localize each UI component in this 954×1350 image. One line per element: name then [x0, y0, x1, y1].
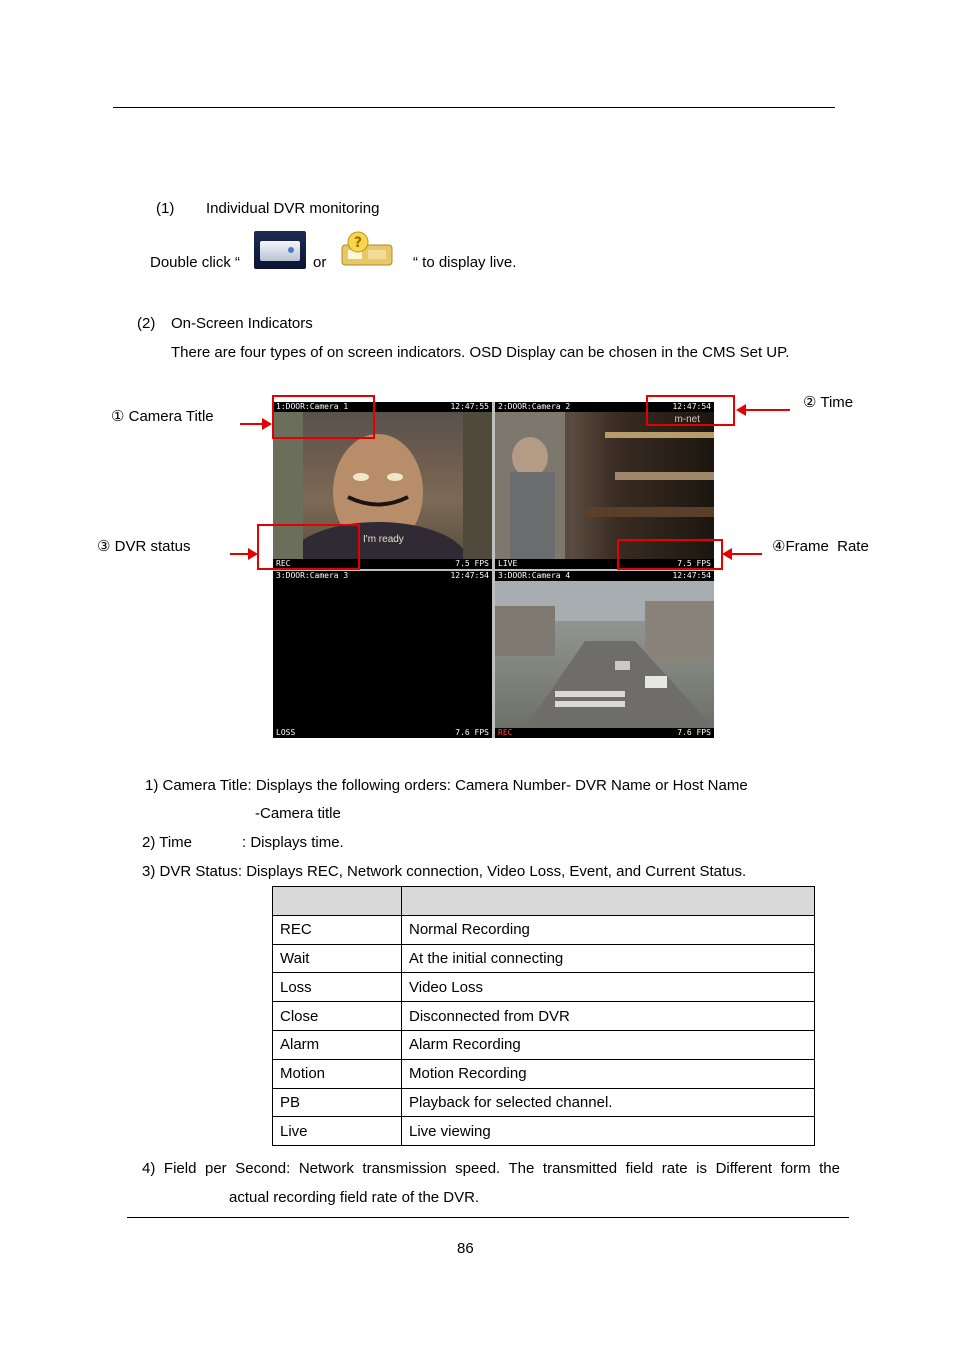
table-row: REC Normal Recording: [273, 915, 815, 944]
frame-rate-marker: [617, 539, 723, 570]
header-rule: [113, 107, 835, 108]
camera-2-image: [495, 412, 714, 559]
callout-time: ② Time: [803, 394, 854, 411]
section1-heading: Individual DVR monitoring: [206, 200, 380, 217]
camera-3-title: 3:DOOR:Camera 3: [276, 571, 349, 580]
note-fps-cont: actual recording field rate of the DVR.: [229, 1189, 480, 1206]
double-click-suffix: “ to display live.: [413, 254, 517, 271]
table-row: Motion Motion Recording: [273, 1059, 815, 1088]
callout-frame-rate: ④Frame Rate: [772, 538, 869, 555]
callout-dvr-status: ③ DVR status: [97, 538, 191, 555]
dvr-device-icon: [254, 231, 306, 269]
camera-view-3[interactable]: [273, 571, 492, 738]
camera-1-fps: 7.5 FPS: [455, 559, 489, 568]
svg-text:?: ?: [353, 235, 363, 251]
cms-monitor-grid: [273, 402, 714, 738]
section1-number: (1): [156, 200, 175, 217]
camera-title-marker: [272, 395, 375, 439]
camera-1-title: 1:DOOR:Camera 1: [276, 402, 349, 411]
table-row: Live Live viewing: [273, 1117, 815, 1146]
table-row: Alarm Alarm Recording: [273, 1030, 815, 1059]
note-dvr-status: 3) DVR Status: Displays REC, Network connection, Video Loss, Event, and Current Status.: [142, 863, 747, 880]
note-fps: 4) Field per Second: Network transmission speed. The transmitted field rate is Different form the: [142, 1160, 840, 1177]
camera-2-status: LIVE: [498, 559, 518, 568]
camera-4-fps: 7.6 FPS: [677, 728, 711, 737]
camera-1-time: 12:47:55: [450, 402, 489, 411]
camera-3-time: 12:47:54: [450, 571, 489, 580]
camera-1-caption: I'm ready: [363, 534, 404, 545]
camera-2-logo: m-net: [674, 414, 700, 425]
dvr-status-table: [272, 886, 815, 1146]
section2-number: (2): [137, 315, 156, 332]
camera-2-title: 2:DOOR:Camera 2: [498, 402, 571, 411]
camera-3-fps: 7.6 FPS: [455, 728, 489, 737]
section2-heading: On-Screen Indicators: [171, 315, 313, 332]
dvr-status-arrow: [230, 553, 256, 555]
time-marker: [646, 395, 735, 426]
double-click-or: or: [313, 254, 327, 271]
camera-4-image: [495, 581, 714, 728]
camera-3-status: LOSS: [276, 728, 296, 737]
camera-4-title: 3:DOOR:Camera 4: [498, 571, 571, 580]
frame-rate-arrow: [724, 553, 762, 555]
camera-title-arrow: [240, 423, 270, 425]
footer-rule: [127, 1217, 849, 1218]
section2-intro: There are four types of on screen indicators. OSD Display can be chosen in the CMS Set UP.: [171, 344, 790, 361]
double-click-prefix: Double click “: [150, 254, 241, 271]
camera-4-time: 12:47:54: [672, 571, 711, 580]
camera-4-status: REC: [498, 728, 513, 737]
note-camera-title: 1) Camera Title: Displays the following orders: Camera Number- DVR Name or Host Name: [145, 777, 748, 794]
note-time: 2) Time : Displays time.: [142, 834, 344, 851]
camera-2-time: 12:47:54: [672, 402, 711, 411]
unknown-device-icon: [336, 231, 398, 269]
camera-1-status: REC: [276, 559, 291, 568]
time-arrow: [738, 409, 790, 411]
table-header-row: [273, 887, 815, 916]
camera-2-fps: 7.5 FPS: [677, 559, 711, 568]
camera-view-4[interactable]: [495, 571, 714, 738]
callout-camera-title: ① Camera Title: [111, 408, 214, 425]
table-row: Loss Video Loss: [273, 973, 815, 1002]
note-camera-title-cont: -Camera title: [255, 805, 341, 822]
table-row: PB Playback for selected channel.: [273, 1088, 815, 1117]
dvr-status-marker: [257, 524, 360, 570]
table-row: Close Disconnected from DVR: [273, 1002, 815, 1031]
page-number: 86: [457, 1240, 474, 1257]
table-row: Wait At the initial connecting: [273, 944, 815, 973]
